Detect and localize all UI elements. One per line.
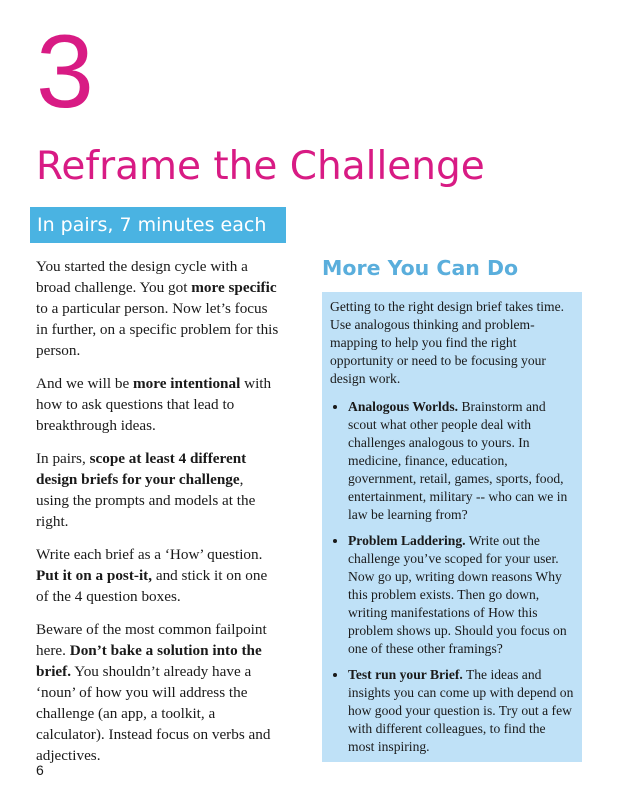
sidebar-list — [330, 398, 574, 756]
paragraph-5: Beware of the most common failpoint here. Don’t bake a solution into the brief. You shouldn’t already have a ‘noun’ of how you will address the challenge (an app, a toolkit, a calculator). Instead focus on verbs and adjectives. — [36, 621, 271, 764]
main-text-column — [36, 256, 280, 778]
sidebar-heading: More You Can Do — [322, 256, 519, 280]
subtitle-band: In pairs, 7 minutes each — [30, 207, 286, 243]
chapter-number: 3 — [36, 14, 94, 130]
paragraph-4: Write each brief as a ‘How’ question. Put it on a post-it, and stick it on one of the 4 question boxes. — [36, 546, 268, 605]
page-number: 6 — [36, 762, 44, 778]
list-item: • Analogous Worlds. Brainstorm and scout what other people deal with challenges analogous to yours. In medicine, finance, education, government, retail, games, sports, food, entertainment, military -- who can we in law be learning from? — [348, 398, 574, 524]
sidebar-intro: Getting to the right design brief takes time. Use analogous thinking and problem-mapping to help you find the right opportunity or need to be focusing your design work. — [330, 299, 565, 386]
paragraph-3: In pairs, scope at least 4 different design briefs for your challenge, using the prompts and models at the right. — [36, 450, 256, 530]
list-item: • Test run your Brief. The ideas and insights you can come up with depend on how good your question is. Try out a few with different colleagues, to find the most inspiring. — [348, 666, 574, 756]
paragraph-1: You started the design cycle with a broad challenge. You got more specific to a particular person. Now let’s focus in further, on a specific problem for this person. — [36, 258, 279, 359]
list-item: • Problem Laddering. Write out the challenge you’ve scoped for your user. Now go up, writing down reasons Why this problem exists. Then go down, writing manifestations of How this problem shows up. Should you focus on one of these other framings? — [348, 532, 574, 658]
sidebar-box — [322, 292, 582, 762]
page-title: Reframe the Challenge — [36, 144, 485, 189]
paragraph-2: And we will be more intentional with how to ask questions that lead to breakthrough ideas. — [36, 375, 272, 434]
